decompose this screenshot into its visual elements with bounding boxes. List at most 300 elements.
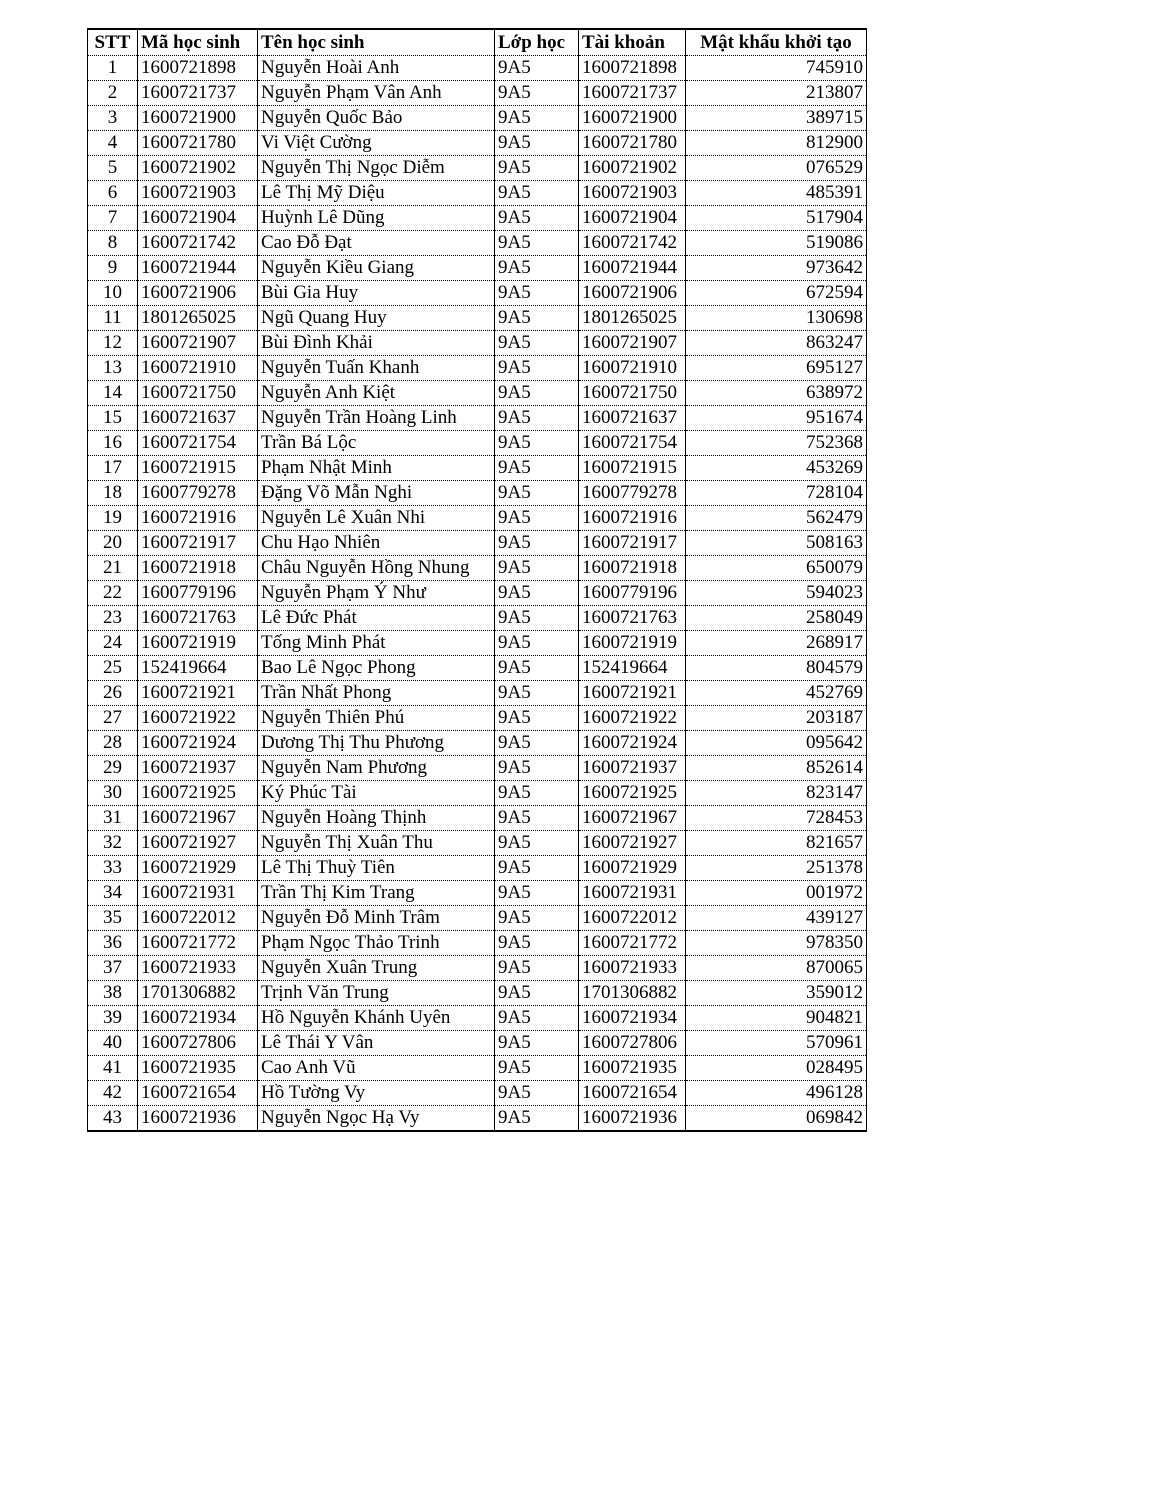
cell-initial-password: 496128 <box>686 1081 867 1106</box>
cell-class: 9A5 <box>495 956 579 981</box>
cell-student-name: Nguyễn Đỗ Minh Trâm <box>258 906 495 931</box>
cell-class: 9A5 <box>495 156 579 181</box>
cell-stt: 42 <box>88 1081 138 1106</box>
cell-student-id: 1600721925 <box>138 781 258 806</box>
cell-class: 9A5 <box>495 206 579 231</box>
cell-student-name: Hồ Tường Vy <box>258 1081 495 1106</box>
cell-initial-password: 745910 <box>686 56 867 81</box>
cell-student-name: Hồ Nguyễn Khánh Uyên <box>258 1006 495 1031</box>
header-class: Lớp học <box>495 29 579 56</box>
cell-stt: 34 <box>88 881 138 906</box>
cell-class: 9A5 <box>495 306 579 331</box>
cell-class: 9A5 <box>495 456 579 481</box>
cell-stt: 29 <box>88 756 138 781</box>
cell-student-name: Chu Hạo Nhiên <box>258 531 495 556</box>
table-row <box>88 206 867 231</box>
cell-class: 9A5 <box>495 531 579 556</box>
cell-stt: 38 <box>88 981 138 1006</box>
cell-account: 1600721918 <box>579 556 686 581</box>
cell-student-name: Nguyễn Nam Phương <box>258 756 495 781</box>
cell-student-id: 1600721907 <box>138 331 258 356</box>
cell-student-name: Nguyễn Hoài Anh <box>258 56 495 81</box>
cell-stt: 26 <box>88 681 138 706</box>
cell-student-name: Nguyễn Thị Xuân Thu <box>258 831 495 856</box>
cell-initial-password: 562479 <box>686 506 867 531</box>
cell-student-id: 1600721780 <box>138 131 258 156</box>
table-row <box>88 781 867 806</box>
cell-class: 9A5 <box>495 281 579 306</box>
cell-class: 9A5 <box>495 656 579 681</box>
table-row <box>88 831 867 856</box>
cell-class: 9A5 <box>495 256 579 281</box>
table-row <box>88 306 867 331</box>
cell-stt: 1 <box>88 56 138 81</box>
cell-student-id: 1600721637 <box>138 406 258 431</box>
cell-student-name: Trịnh Văn Trung <box>258 981 495 1006</box>
table-row <box>88 631 867 656</box>
cell-initial-password: 258049 <box>686 606 867 631</box>
cell-student-name: Nguyễn Kiều Giang <box>258 256 495 281</box>
cell-student-name: Trần Nhất Phong <box>258 681 495 706</box>
cell-stt: 40 <box>88 1031 138 1056</box>
cell-student-id: 1600727806 <box>138 1031 258 1056</box>
table-row <box>88 881 867 906</box>
table-row <box>88 706 867 731</box>
cell-account: 1600721922 <box>579 706 686 731</box>
cell-initial-password: 130698 <box>686 306 867 331</box>
cell-student-name: Tống Minh Phát <box>258 631 495 656</box>
cell-student-name: Trần Thị Kim Trang <box>258 881 495 906</box>
cell-initial-password: 852614 <box>686 756 867 781</box>
cell-class: 9A5 <box>495 406 579 431</box>
header-student-id: Mã học sinh <box>138 29 258 56</box>
cell-account: 1600721763 <box>579 606 686 631</box>
table-row <box>88 531 867 556</box>
cell-initial-password: 203187 <box>686 706 867 731</box>
cell-student-id: 1600779196 <box>138 581 258 606</box>
cell-class: 9A5 <box>495 831 579 856</box>
cell-stt: 17 <box>88 456 138 481</box>
student-account-table <box>87 28 867 1132</box>
cell-student-name: Nguyễn Thiên Phú <box>258 706 495 731</box>
table-row <box>88 806 867 831</box>
cell-class: 9A5 <box>495 431 579 456</box>
cell-class: 9A5 <box>495 181 579 206</box>
cell-student-id: 1801265025 <box>138 306 258 331</box>
cell-stt: 32 <box>88 831 138 856</box>
table-row <box>88 156 867 181</box>
cell-student-name: Châu Nguyễn Hồng Nhung <box>258 556 495 581</box>
cell-class: 9A5 <box>495 556 579 581</box>
cell-stt: 23 <box>88 606 138 631</box>
cell-class: 9A5 <box>495 56 579 81</box>
cell-class: 9A5 <box>495 606 579 631</box>
cell-class: 9A5 <box>495 1106 579 1132</box>
cell-student-name: Nguyễn Trần Hoàng Linh <box>258 406 495 431</box>
table-row <box>88 1081 867 1106</box>
cell-initial-password: 076529 <box>686 156 867 181</box>
cell-initial-password: 638972 <box>686 381 867 406</box>
cell-account: 1600727806 <box>579 1031 686 1056</box>
cell-student-name: Trần Bá Lộc <box>258 431 495 456</box>
cell-student-id: 1600721906 <box>138 281 258 306</box>
cell-account: 1600721933 <box>579 956 686 981</box>
cell-student-id: 1701306882 <box>138 981 258 1006</box>
table-row <box>88 606 867 631</box>
cell-account: 1600721934 <box>579 1006 686 1031</box>
cell-stt: 43 <box>88 1106 138 1132</box>
cell-account: 1600721921 <box>579 681 686 706</box>
cell-account: 1600721929 <box>579 856 686 881</box>
cell-stt: 15 <box>88 406 138 431</box>
cell-class: 9A5 <box>495 1056 579 1081</box>
cell-account: 1600721900 <box>579 106 686 131</box>
cell-initial-password: 752368 <box>686 431 867 456</box>
cell-student-id: 1600721904 <box>138 206 258 231</box>
cell-class: 9A5 <box>495 631 579 656</box>
cell-stt: 39 <box>88 1006 138 1031</box>
cell-class: 9A5 <box>495 881 579 906</box>
cell-class: 9A5 <box>495 81 579 106</box>
cell-student-id: 1600721900 <box>138 106 258 131</box>
cell-initial-password: 453269 <box>686 456 867 481</box>
cell-initial-password: 570961 <box>686 1031 867 1056</box>
table-row <box>88 356 867 381</box>
cell-stt: 14 <box>88 381 138 406</box>
table-row <box>88 681 867 706</box>
cell-class: 9A5 <box>495 981 579 1006</box>
cell-student-id: 1600721933 <box>138 956 258 981</box>
cell-class: 9A5 <box>495 1081 579 1106</box>
table-row <box>88 106 867 131</box>
table-row <box>88 81 867 106</box>
cell-student-name: Phạm Ngọc Thảo Trinh <box>258 931 495 956</box>
cell-student-name: Huỳnh Lê Dũng <box>258 206 495 231</box>
cell-student-id: 1600721934 <box>138 1006 258 1031</box>
cell-initial-password: 389715 <box>686 106 867 131</box>
cell-class: 9A5 <box>495 931 579 956</box>
table-row <box>88 131 867 156</box>
cell-account: 1600721925 <box>579 781 686 806</box>
table-row <box>88 431 867 456</box>
cell-student-name: Nguyễn Lê Xuân Nhi <box>258 506 495 531</box>
table-row <box>88 331 867 356</box>
cell-student-name: Nguyễn Phạm Vân Anh <box>258 81 495 106</box>
cell-initial-password: 951674 <box>686 406 867 431</box>
cell-account: 1600721937 <box>579 756 686 781</box>
table-body <box>88 56 867 1132</box>
cell-account: 1600721967 <box>579 806 686 831</box>
cell-student-id: 1600779278 <box>138 481 258 506</box>
cell-class: 9A5 <box>495 731 579 756</box>
table-row <box>88 456 867 481</box>
cell-student-id: 1600721922 <box>138 706 258 731</box>
cell-account: 1600721898 <box>579 56 686 81</box>
cell-class: 9A5 <box>495 356 579 381</box>
table-header <box>88 29 867 56</box>
cell-account: 1600721637 <box>579 406 686 431</box>
cell-stt: 33 <box>88 856 138 881</box>
cell-student-id: 1600721918 <box>138 556 258 581</box>
cell-initial-password: 863247 <box>686 331 867 356</box>
cell-account: 1600721936 <box>579 1106 686 1132</box>
cell-initial-password: 439127 <box>686 906 867 931</box>
cell-student-name: Nguyễn Tuấn Khanh <box>258 356 495 381</box>
cell-stt: 4 <box>88 131 138 156</box>
cell-student-id: 1600721915 <box>138 456 258 481</box>
cell-account: 1600721907 <box>579 331 686 356</box>
cell-student-name: Lê Thị Thuỳ Tiên <box>258 856 495 881</box>
cell-student-name: Nguyễn Phạm Ý Như <box>258 581 495 606</box>
cell-initial-password: 728453 <box>686 806 867 831</box>
table-row <box>88 556 867 581</box>
cell-class: 9A5 <box>495 231 579 256</box>
cell-initial-password: 213807 <box>686 81 867 106</box>
cell-account: 1600721902 <box>579 156 686 181</box>
table-row <box>88 181 867 206</box>
cell-student-id: 1600721910 <box>138 356 258 381</box>
table-row <box>88 1106 867 1132</box>
cell-student-id: 1600721967 <box>138 806 258 831</box>
table-row <box>88 56 867 81</box>
table-row <box>88 856 867 881</box>
cell-student-id: 1600721916 <box>138 506 258 531</box>
cell-initial-password: 812900 <box>686 131 867 156</box>
cell-stt: 13 <box>88 356 138 381</box>
cell-stt: 35 <box>88 906 138 931</box>
cell-account: 1600779278 <box>579 481 686 506</box>
cell-initial-password: 268917 <box>686 631 867 656</box>
cell-student-id: 1600721924 <box>138 731 258 756</box>
cell-initial-password: 517904 <box>686 206 867 231</box>
header-stt: STT <box>88 29 138 56</box>
cell-student-name: Đặng Võ Mẫn Nghi <box>258 481 495 506</box>
cell-initial-password: 251378 <box>686 856 867 881</box>
cell-initial-password: 973642 <box>686 256 867 281</box>
header-initial-password: Mật khẩu khởi tạo <box>686 29 867 56</box>
cell-initial-password: 359012 <box>686 981 867 1006</box>
cell-student-name: Nguyễn Ngọc Hạ Vy <box>258 1106 495 1132</box>
cell-stt: 18 <box>88 481 138 506</box>
cell-account: 1600721916 <box>579 506 686 531</box>
cell-student-id: 1600721936 <box>138 1106 258 1132</box>
table-row <box>88 1006 867 1031</box>
cell-student-id: 1600721917 <box>138 531 258 556</box>
cell-class: 9A5 <box>495 131 579 156</box>
cell-stt: 24 <box>88 631 138 656</box>
cell-student-name: Dương Thị Thu Phương <box>258 731 495 756</box>
cell-account: 1600721772 <box>579 931 686 956</box>
cell-student-name: Vi Việt Cường <box>258 131 495 156</box>
cell-stt: 16 <box>88 431 138 456</box>
cell-student-name: Ngũ Quang Huy <box>258 306 495 331</box>
cell-account: 1600721780 <box>579 131 686 156</box>
cell-student-name: Lê Thái Y Vân <box>258 1031 495 1056</box>
table-row <box>88 506 867 531</box>
cell-student-name: Bao Lê Ngọc Phong <box>258 656 495 681</box>
cell-initial-password: 508163 <box>686 531 867 556</box>
cell-account: 1600721927 <box>579 831 686 856</box>
cell-class: 9A5 <box>495 706 579 731</box>
table-row <box>88 756 867 781</box>
header-student-name: Tên học sinh <box>258 29 495 56</box>
table-row <box>88 256 867 281</box>
cell-student-id: 1600721737 <box>138 81 258 106</box>
cell-stt: 12 <box>88 331 138 356</box>
cell-class: 9A5 <box>495 331 579 356</box>
cell-stt: 6 <box>88 181 138 206</box>
header-row <box>88 29 867 56</box>
cell-stt: 25 <box>88 656 138 681</box>
cell-initial-password: 519086 <box>686 231 867 256</box>
table-row <box>88 281 867 306</box>
cell-student-id: 1600721919 <box>138 631 258 656</box>
cell-student-id: 1600721772 <box>138 931 258 956</box>
cell-account: 1600721924 <box>579 731 686 756</box>
cell-stt: 11 <box>88 306 138 331</box>
cell-account: 1600721935 <box>579 1056 686 1081</box>
cell-stt: 41 <box>88 1056 138 1081</box>
cell-initial-password: 804579 <box>686 656 867 681</box>
cell-student-name: Cao Đỗ Đạt <box>258 231 495 256</box>
cell-class: 9A5 <box>495 906 579 931</box>
cell-student-id: 1600721931 <box>138 881 258 906</box>
table-row <box>88 581 867 606</box>
cell-initial-password: 028495 <box>686 1056 867 1081</box>
header-account: Tài khoản <box>579 29 686 56</box>
cell-account: 1600721750 <box>579 381 686 406</box>
cell-student-name: Nguyễn Anh Kiệt <box>258 381 495 406</box>
cell-student-id: 1600721935 <box>138 1056 258 1081</box>
cell-student-id: 1600721921 <box>138 681 258 706</box>
cell-class: 9A5 <box>495 106 579 131</box>
cell-account: 1600721944 <box>579 256 686 281</box>
cell-account: 1600721904 <box>579 206 686 231</box>
cell-initial-password: 650079 <box>686 556 867 581</box>
student-account-sheet <box>87 28 867 1132</box>
cell-student-id: 152419664 <box>138 656 258 681</box>
cell-class: 9A5 <box>495 681 579 706</box>
table-row <box>88 1056 867 1081</box>
cell-student-id: 1600721944 <box>138 256 258 281</box>
table-row <box>88 931 867 956</box>
table-row <box>88 1031 867 1056</box>
cell-initial-password: 095642 <box>686 731 867 756</box>
cell-class: 9A5 <box>495 581 579 606</box>
cell-stt: 20 <box>88 531 138 556</box>
table-row <box>88 381 867 406</box>
cell-initial-password: 672594 <box>686 281 867 306</box>
cell-account: 1600721742 <box>579 231 686 256</box>
cell-class: 9A5 <box>495 381 579 406</box>
cell-account: 1600721654 <box>579 1081 686 1106</box>
cell-student-id: 1600722012 <box>138 906 258 931</box>
table-row <box>88 956 867 981</box>
cell-student-name: Nguyễn Quốc Bảo <box>258 106 495 131</box>
cell-initial-password: 904821 <box>686 1006 867 1031</box>
cell-stt: 19 <box>88 506 138 531</box>
cell-account: 1600721906 <box>579 281 686 306</box>
cell-stt: 3 <box>88 106 138 131</box>
table-row <box>88 656 867 681</box>
table-row <box>88 231 867 256</box>
cell-student-name: Lê Thị Mỹ Diệu <box>258 181 495 206</box>
cell-stt: 21 <box>88 556 138 581</box>
table-row <box>88 906 867 931</box>
cell-account: 1600721931 <box>579 881 686 906</box>
table-row <box>88 481 867 506</box>
cell-initial-password: 870065 <box>686 956 867 981</box>
cell-student-name: Lê Đức Phát <box>258 606 495 631</box>
cell-account: 152419664 <box>579 656 686 681</box>
cell-account: 1600721910 <box>579 356 686 381</box>
cell-stt: 28 <box>88 731 138 756</box>
cell-stt: 2 <box>88 81 138 106</box>
cell-student-id: 1600721937 <box>138 756 258 781</box>
cell-student-name: Cao Anh Vũ <box>258 1056 495 1081</box>
cell-class: 9A5 <box>495 1031 579 1056</box>
cell-class: 9A5 <box>495 506 579 531</box>
cell-student-id: 1600721903 <box>138 181 258 206</box>
cell-account: 1600721919 <box>579 631 686 656</box>
cell-student-name: Phạm Nhật Minh <box>258 456 495 481</box>
cell-student-id: 1600721927 <box>138 831 258 856</box>
cell-account: 1600779196 <box>579 581 686 606</box>
cell-student-name: Ký Phúc Tài <box>258 781 495 806</box>
cell-stt: 9 <box>88 256 138 281</box>
cell-stt: 7 <box>88 206 138 231</box>
cell-student-name: Bùi Gia Huy <box>258 281 495 306</box>
cell-student-name: Nguyễn Thị Ngọc Diễm <box>258 156 495 181</box>
cell-student-name: Nguyễn Xuân Trung <box>258 956 495 981</box>
cell-initial-password: 823147 <box>686 781 867 806</box>
cell-stt: 36 <box>88 931 138 956</box>
cell-account: 1600722012 <box>579 906 686 931</box>
cell-class: 9A5 <box>495 806 579 831</box>
cell-initial-password: 695127 <box>686 356 867 381</box>
cell-student-id: 1600721750 <box>138 381 258 406</box>
cell-class: 9A5 <box>495 781 579 806</box>
table-row <box>88 406 867 431</box>
cell-student-id: 1600721902 <box>138 156 258 181</box>
cell-account: 1600721917 <box>579 531 686 556</box>
cell-student-id: 1600721754 <box>138 431 258 456</box>
cell-class: 9A5 <box>495 1006 579 1031</box>
cell-student-id: 1600721929 <box>138 856 258 881</box>
cell-initial-password: 452769 <box>686 681 867 706</box>
cell-stt: 37 <box>88 956 138 981</box>
cell-initial-password: 485391 <box>686 181 867 206</box>
cell-stt: 31 <box>88 806 138 831</box>
cell-student-name: Nguyễn Hoàng Thịnh <box>258 806 495 831</box>
cell-student-id: 1600721898 <box>138 56 258 81</box>
cell-class: 9A5 <box>495 756 579 781</box>
cell-student-id: 1600721742 <box>138 231 258 256</box>
cell-stt: 27 <box>88 706 138 731</box>
cell-initial-password: 821657 <box>686 831 867 856</box>
cell-initial-password: 594023 <box>686 581 867 606</box>
cell-account: 1600721737 <box>579 81 686 106</box>
cell-account: 1600721903 <box>579 181 686 206</box>
table-row <box>88 981 867 1006</box>
cell-student-id: 1600721654 <box>138 1081 258 1106</box>
cell-initial-password: 978350 <box>686 931 867 956</box>
cell-stt: 10 <box>88 281 138 306</box>
cell-initial-password: 069842 <box>686 1106 867 1132</box>
cell-account: 1600721754 <box>579 431 686 456</box>
cell-class: 9A5 <box>495 481 579 506</box>
cell-stt: 8 <box>88 231 138 256</box>
